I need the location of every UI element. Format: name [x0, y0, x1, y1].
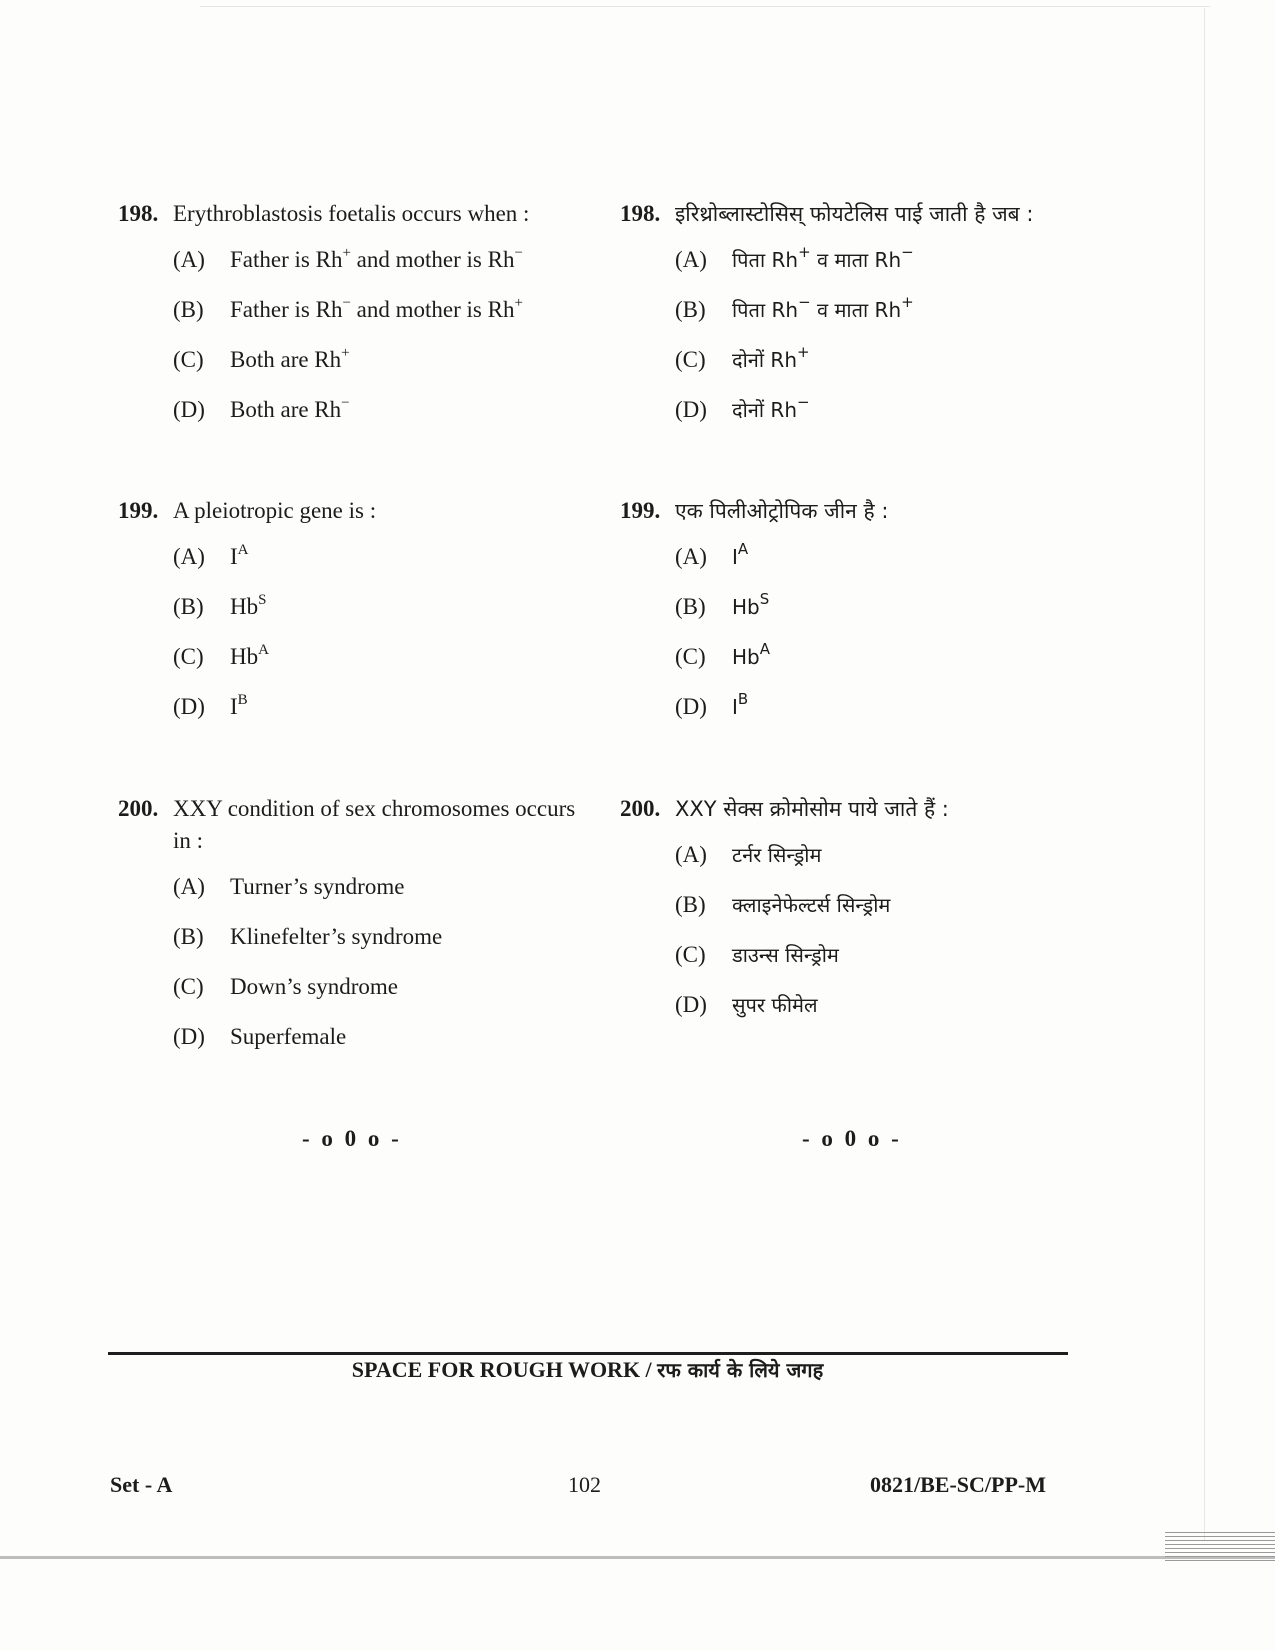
option-text [732, 541, 748, 591]
option-label: (B) [675, 892, 706, 917]
option-text-part: टर्नर सिन्ड्रोम [732, 843, 822, 867]
option-200-a [118, 871, 598, 921]
option-label: (A) [675, 544, 707, 569]
option-label: (B) [173, 924, 204, 949]
option-text [230, 641, 269, 691]
option-198-c [620, 344, 1100, 394]
option-text-part: डाउन्स सिन्ड्रोम [732, 943, 839, 967]
option-text [732, 244, 914, 294]
option-text-part: Superfemale [230, 1024, 347, 1049]
option-text-part: दोनों Rh [732, 398, 798, 422]
option-text-part: क्लाइनेफेल्टर्स सिन्ड्रोम [732, 893, 891, 917]
option-text [732, 939, 839, 989]
option-text [230, 971, 398, 1021]
end-mark-hi: - o 0 o - [802, 1126, 902, 1151]
option-label: (A) [173, 247, 205, 272]
option-label: (C) [675, 347, 706, 372]
option-text [230, 691, 248, 741]
question-header [118, 198, 598, 230]
superscript: S [759, 590, 770, 608]
option-list [620, 541, 1100, 741]
option-198-a [118, 244, 598, 294]
question-text: एक पिलीओट्रोपिक जीन है : [675, 499, 889, 523]
option-text-part: पिता Rh [732, 248, 799, 272]
option-text-part: Down’s syndrome [230, 974, 399, 999]
option-label: (D) [675, 992, 707, 1017]
option-text [732, 344, 810, 394]
superscript: − [901, 243, 914, 261]
question-number: 198. [118, 201, 159, 226]
option-text-part: and mother is Rh [350, 247, 515, 272]
option-list [118, 541, 598, 741]
option-list [620, 839, 1100, 1039]
option-text-part: I [230, 694, 238, 719]
rough-work-label-en: SPACE FOR ROUGH WORK / [351, 1357, 652, 1382]
option-label: (C) [173, 644, 204, 669]
option-label: (A) [173, 874, 205, 899]
option-text [230, 871, 404, 921]
option-text-part: Both are Rh [230, 397, 342, 422]
option-label: (A) [675, 842, 707, 867]
option-200-a [620, 839, 1100, 889]
option-label: (C) [173, 347, 204, 372]
option-text-part: Both are Rh [230, 347, 342, 372]
option-200-d [620, 989, 1100, 1039]
option-label: (A) [675, 247, 707, 272]
option-label: (D) [173, 397, 205, 422]
option-text [732, 294, 914, 344]
option-199-c [118, 641, 598, 691]
question-number: 199. [620, 498, 661, 523]
option-text [230, 244, 523, 294]
option-text [732, 591, 769, 641]
option-label: (B) [675, 297, 706, 322]
option-text-part: सुपर फीमेल [732, 993, 818, 1017]
option-text-part: Turner’s syndrome [230, 874, 405, 899]
option-text-part: Father is Rh [230, 247, 343, 272]
question-number: 200. [620, 796, 661, 821]
scan-edge [0, 1556, 1275, 1559]
option-198-d [620, 394, 1100, 444]
question-header [620, 793, 1100, 825]
option-text [732, 989, 818, 1039]
option-199-b [118, 591, 598, 641]
option-list [118, 871, 598, 1071]
option-200-b [620, 889, 1100, 939]
option-198-a [620, 244, 1100, 294]
question-header [620, 198, 1100, 230]
option-198-b [620, 294, 1100, 344]
rough-work-heading [0, 1356, 1175, 1383]
question-198-en [118, 198, 598, 444]
page-edge [1204, 8, 1205, 1541]
option-text [732, 839, 821, 889]
option-text-part: व माता Rh [810, 298, 902, 322]
superscript: + [901, 293, 914, 311]
option-text [732, 691, 748, 741]
superscript: + [797, 343, 810, 361]
option-label: (A) [173, 544, 205, 569]
rough-work-divider [108, 1352, 1068, 1355]
option-198-b [118, 294, 598, 344]
option-text-part: दोनों Rh [732, 348, 798, 372]
question-number: 199. [118, 498, 159, 523]
option-label: (C) [675, 942, 706, 967]
question-text: XXY सेक्स क्रोमोसोम पाये जाते हैं : [675, 797, 949, 821]
option-199-b [620, 591, 1100, 641]
option-text-part: पिता Rh [732, 298, 799, 322]
option-text-part: Hb [732, 645, 760, 669]
superscript: + [342, 245, 351, 261]
question-200-en [118, 793, 598, 1071]
set-label: Set - A [110, 1472, 173, 1497]
option-text-part: I [732, 695, 738, 719]
option-text-part: I [732, 545, 738, 569]
option-text [732, 889, 890, 939]
option-list [118, 244, 598, 444]
option-200-c [118, 971, 598, 1021]
option-text [230, 541, 249, 591]
option-label: (D) [675, 397, 707, 422]
option-text [230, 294, 523, 344]
superscript: − [342, 295, 351, 311]
option-199-a [118, 541, 598, 591]
option-label: (D) [173, 1024, 205, 1049]
option-label: (D) [173, 694, 205, 719]
superscript: − [797, 393, 810, 411]
option-text-part: व माता Rh [810, 248, 902, 272]
page-number: 102 [568, 1472, 601, 1497]
page-edge [200, 6, 1210, 7]
question-199-en [118, 495, 598, 741]
option-text-part: Father is Rh [230, 297, 343, 322]
option-list [620, 244, 1100, 444]
option-label: (B) [173, 594, 204, 619]
option-199-c [620, 641, 1100, 691]
superscript: − [341, 395, 350, 411]
option-text [732, 641, 770, 691]
option-text [230, 591, 266, 641]
option-200-b [118, 921, 598, 971]
option-label: (C) [675, 644, 706, 669]
option-label: (D) [675, 694, 707, 719]
question-header [620, 495, 1100, 527]
option-198-d [118, 394, 598, 444]
superscript: A [258, 642, 269, 658]
option-text [230, 921, 442, 971]
rough-work-label-hi: रफ कार्य के लिये जगह [657, 1358, 824, 1382]
option-text [230, 394, 350, 444]
end-mark-en: - o 0 o - [302, 1126, 402, 1151]
superscript: + [341, 345, 350, 361]
question-text: XXY condition of sex chromosomes occurs in : [173, 796, 576, 853]
question-text: इरिथ्रोब्लास्टोसिस् फोयटेलिस पाई जाती है जब : [675, 202, 1034, 226]
question-number: 200. [118, 796, 159, 821]
option-label: (C) [173, 974, 204, 999]
superscript: + [514, 295, 523, 311]
question-200-hi [620, 793, 1100, 1039]
option-199-a [620, 541, 1100, 591]
option-text-part: I [230, 544, 238, 569]
superscript: + [798, 243, 811, 261]
question-text: Erythroblastosis foetalis occurs when : [173, 201, 530, 226]
option-text [230, 344, 350, 394]
question-header [118, 495, 598, 527]
superscript: − [514, 245, 523, 261]
option-199-d [620, 691, 1100, 741]
question-number: 198. [620, 201, 661, 226]
superscript: S [258, 592, 267, 608]
option-200-c [620, 939, 1100, 989]
option-text [732, 394, 810, 444]
question-header [118, 793, 598, 857]
option-text-part: Klinefelter’s syndrome [230, 924, 443, 949]
superscript: A [759, 640, 770, 658]
superscript: B [237, 692, 248, 708]
question-199-hi [620, 495, 1100, 741]
option-199-d [118, 691, 598, 741]
option-label: (B) [675, 594, 706, 619]
option-text-part: and mother is Rh [350, 297, 515, 322]
superscript: A [237, 542, 249, 558]
superscript: − [798, 293, 811, 311]
option-200-d [118, 1021, 598, 1071]
option-label: (B) [173, 297, 204, 322]
option-text-part: Hb [230, 644, 259, 669]
superscript: B [737, 690, 749, 708]
superscript: A [737, 540, 749, 558]
option-text-part: Hb [732, 595, 760, 619]
option-text [230, 1021, 346, 1071]
question-text: A pleiotropic gene is : [173, 498, 377, 523]
paper-code: 0821/BE-SC/PP-M [870, 1472, 1046, 1497]
question-198-hi [620, 198, 1100, 444]
option-198-c [118, 344, 598, 394]
scan-artifact [1165, 1532, 1275, 1562]
option-text-part: Hb [230, 594, 259, 619]
